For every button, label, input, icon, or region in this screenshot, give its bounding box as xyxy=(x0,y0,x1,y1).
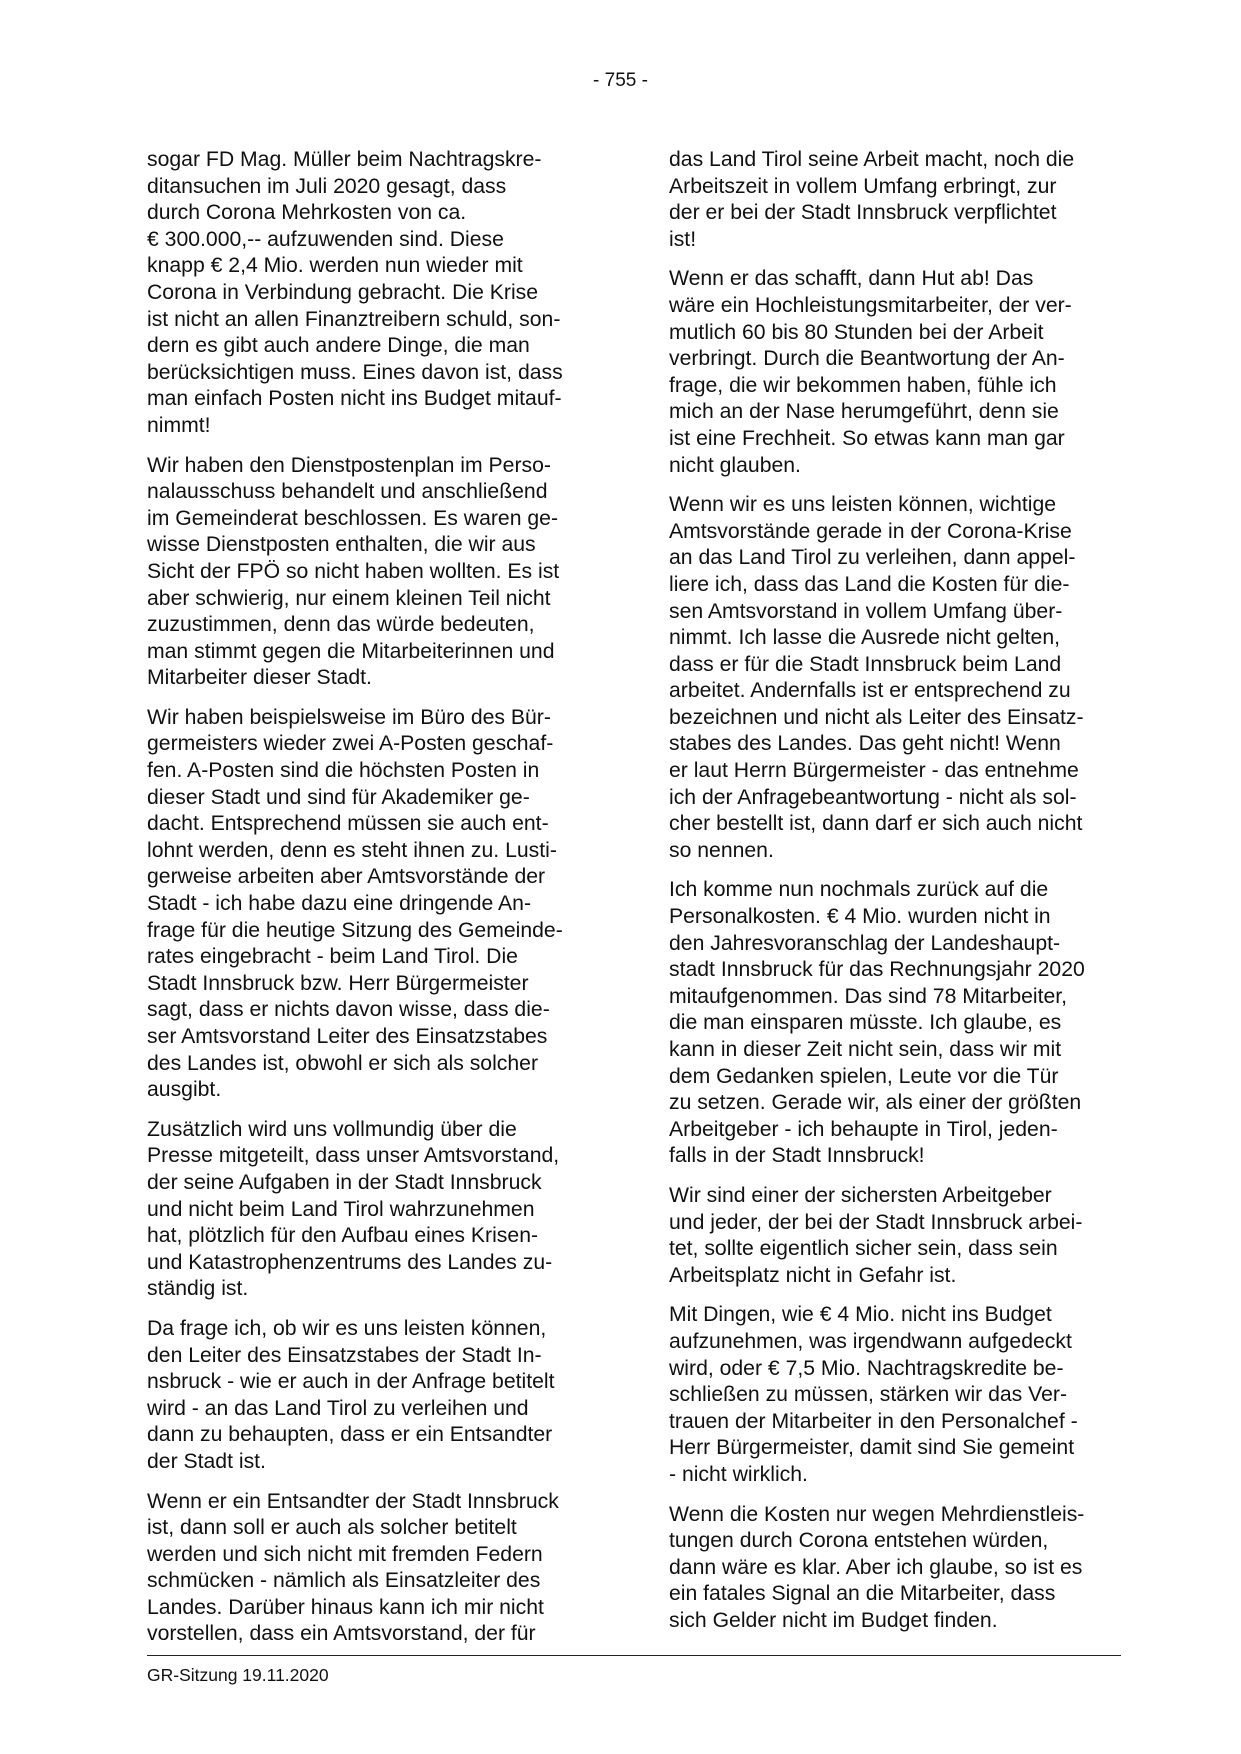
paragraph: Ich komme nun nochmals zurück auf die Personalkosten. € 4 Mio. wurden nicht in den Jahresvoranschlag der Landeshaupt- stadt Innsbruck für das Rechnungsjahr 2020 mitaufgenommen. Das sind 78 Mitarbeiter, die man einsparen müsste. Ich glaube, es kann in dieser Zeit nicht sein, dass wir mit dem Gedanken spielen, Leute vor die Tür zu setzen. Gerade wir, als einer der größten Arbeitgeber - ich behaupte in Tirol, jeden- falls in der Stadt Innsbruck! xyxy=(669,878,1085,1168)
paragraph: Wir sind einer der sichersten Arbeitgeber und jeder, der bei der Stadt Innsbruck arbei- tet, sollte eigentlich sicher sein, dass sein Arbeitsplatz nicht in Gefahr ist. xyxy=(669,1183,1083,1287)
paragraph: das Land Tirol seine Arbeit macht, noch die Arbeitszeit in vollem Umfang erbringt, zur der er bei der Stadt Innsbruck verpflichtet ist! xyxy=(669,148,1075,251)
right-column xyxy=(669,147,1114,1647)
left-column xyxy=(147,147,592,1661)
page-number: - 755 - xyxy=(593,70,648,91)
footer-session-date: GR-Sitzung 19.11.2020 xyxy=(147,1665,329,1685)
paragraph: Mit Dingen, wie € 4 Mio. nicht ins Budget aufzunehmen, was irgendwann aufgedeckt wird, oder € 7,5 Mio. Nachtragskredite be- schließen zu müssen, stärken wir das Ver- trauen der Mitarbeiter in den Personalchef - Herr Bürgermeister, damit sind Sie gemeint - nicht wirklich. xyxy=(669,1303,1078,1486)
paragraph: Wenn er ein Entsandter der Stadt Innsbruck ist, dann soll er auch als solcher betitelt werden und sich nicht mit fremden Federn schmücken - nämlich als Einsatzleiter des Landes. Darüber hinaus kann ich mir nicht vorstellen, dass ein Amtsvorstand, der für xyxy=(147,1489,559,1646)
paragraph: Wenn die Kosten nur wegen Mehrdienstleis- tungen durch Corona entstehen würden, dann wäre es klar. Aber ich glaube, so ist es ein fatales Signal an die Mitarbeiter, dass sich Gelder nicht im Budget finden. xyxy=(669,1502,1085,1632)
footer-divider xyxy=(147,1655,1121,1656)
paragraph: Wenn wir es uns leisten können, wichtige Amtsvorstände gerade in der Corona-Krise an das Land Tirol zu verleihen, dann appel- liere ich, dass das Land die Kosten für die- sen Amtsvorstand in vollem Umfang über- nimmt. Ich lasse die Ausrede nicht gelten, dass er für die Stadt Innsbruck beim Land arbeitet. Andernfalls ist er entsprechend zu bezeichnen und nicht als Leiter des Einsatz- stabes des Landes. Das geht nicht! Wenn er laut Herrn Bürgermeister - das entnehme ich der Anfragebeantwortung - nicht als sol- cher bestellt ist, dann darf er sich auch nicht so nennen. xyxy=(669,493,1084,862)
paragraph: Wenn er das schafft, dann Hut ab! Das wäre ein Hochleistungsmitarbeiter, der ver- mutlich 60 bis 80 Stunden bei der Arbeit verbringt. Durch die Beantwortung der An- frage, die wir bekommen haben, fühle ich mich an der Nase herumgeführt, denn sie ist eine Frechheit. So etwas kann man gar nicht glauben. xyxy=(669,267,1072,477)
paragraph: Wir haben den Dienstpostenplan im Perso- nalausschuss behandelt und anschließend im Gemeinderat beschlossen. Es waren ge- wisse Dienstposten enthalten, die wir aus Sicht der FPÖ so nicht haben wollten. Es ist aber schwierig, nur einem kleinen Teil nicht zuzustimmen, denn das würde bedeuten, man stimmt gegen die Mitarbeiterinnen und Mitarbeiter dieser Stadt. xyxy=(147,453,560,690)
paragraph: Da frage ich, ob wir es uns leisten können, den Leiter des Einsatzstabes der Stadt In- nsbruck - wie er auch in der Anfrage betitelt wird - an das Land Tirol zu verleihen und dann zu behaupten, dass er ein Entsandter der Stadt ist. xyxy=(147,1316,555,1473)
paragraph: Zusätzlich wird uns vollmundig über die Presse mitgeteilt, dass unser Amtsvorstand, der seine Aufgaben in der Stadt Innsbruck und nicht beim Land Tirol wahrzunehmen hat, plötzlich für den Aufbau eines Krisen- und Katastrophenzentrums des Landes zu- ständig ist. xyxy=(147,1117,560,1301)
paragraph: sogar FD Mag. Müller beim Nachtragskre- ditansuchen im Juli 2020 gesagt, dass durch Corona Mehrkosten von ca. € 300.000,-- aufzuwenden sind. Diese knapp € 2,4 Mio. werden nun wieder mit Corona in Verbindung gebracht. Die Krise ist nicht an allen Finanztreibern schuld, son- dern es gibt auch andere Dinge, die man berücksichtigen muss. Eines davon ist, dass man einfach Posten nicht ins Budget mitauf- nimmt! xyxy=(147,148,563,437)
paragraph: Wir haben beispielsweise im Büro des Bür- germeisters wieder zwei A-Posten geschaf- fen. A-Posten sind die höchsten Posten in dieser Stadt und sind für Akademiker ge- dacht. Entsprechend müssen sie auch ent- lohnt werden, denn es steht ihnen zu. Lusti- gerweise arbeiten aber Amtsvorstände der Stadt - ich habe dazu eine dringende An- frage für die heutige Sitzung des Gemeinde- rates eingebracht - beim Land Tirol. Die Stadt Innsbruck bzw. Herr Bürgermeister sagt, dass er nichts davon wisse, dass die- ser Amtsvorstand Leiter des Einsatzstabes des Landes ist, obwohl er sich als solcher ausgibt. xyxy=(147,705,563,1102)
